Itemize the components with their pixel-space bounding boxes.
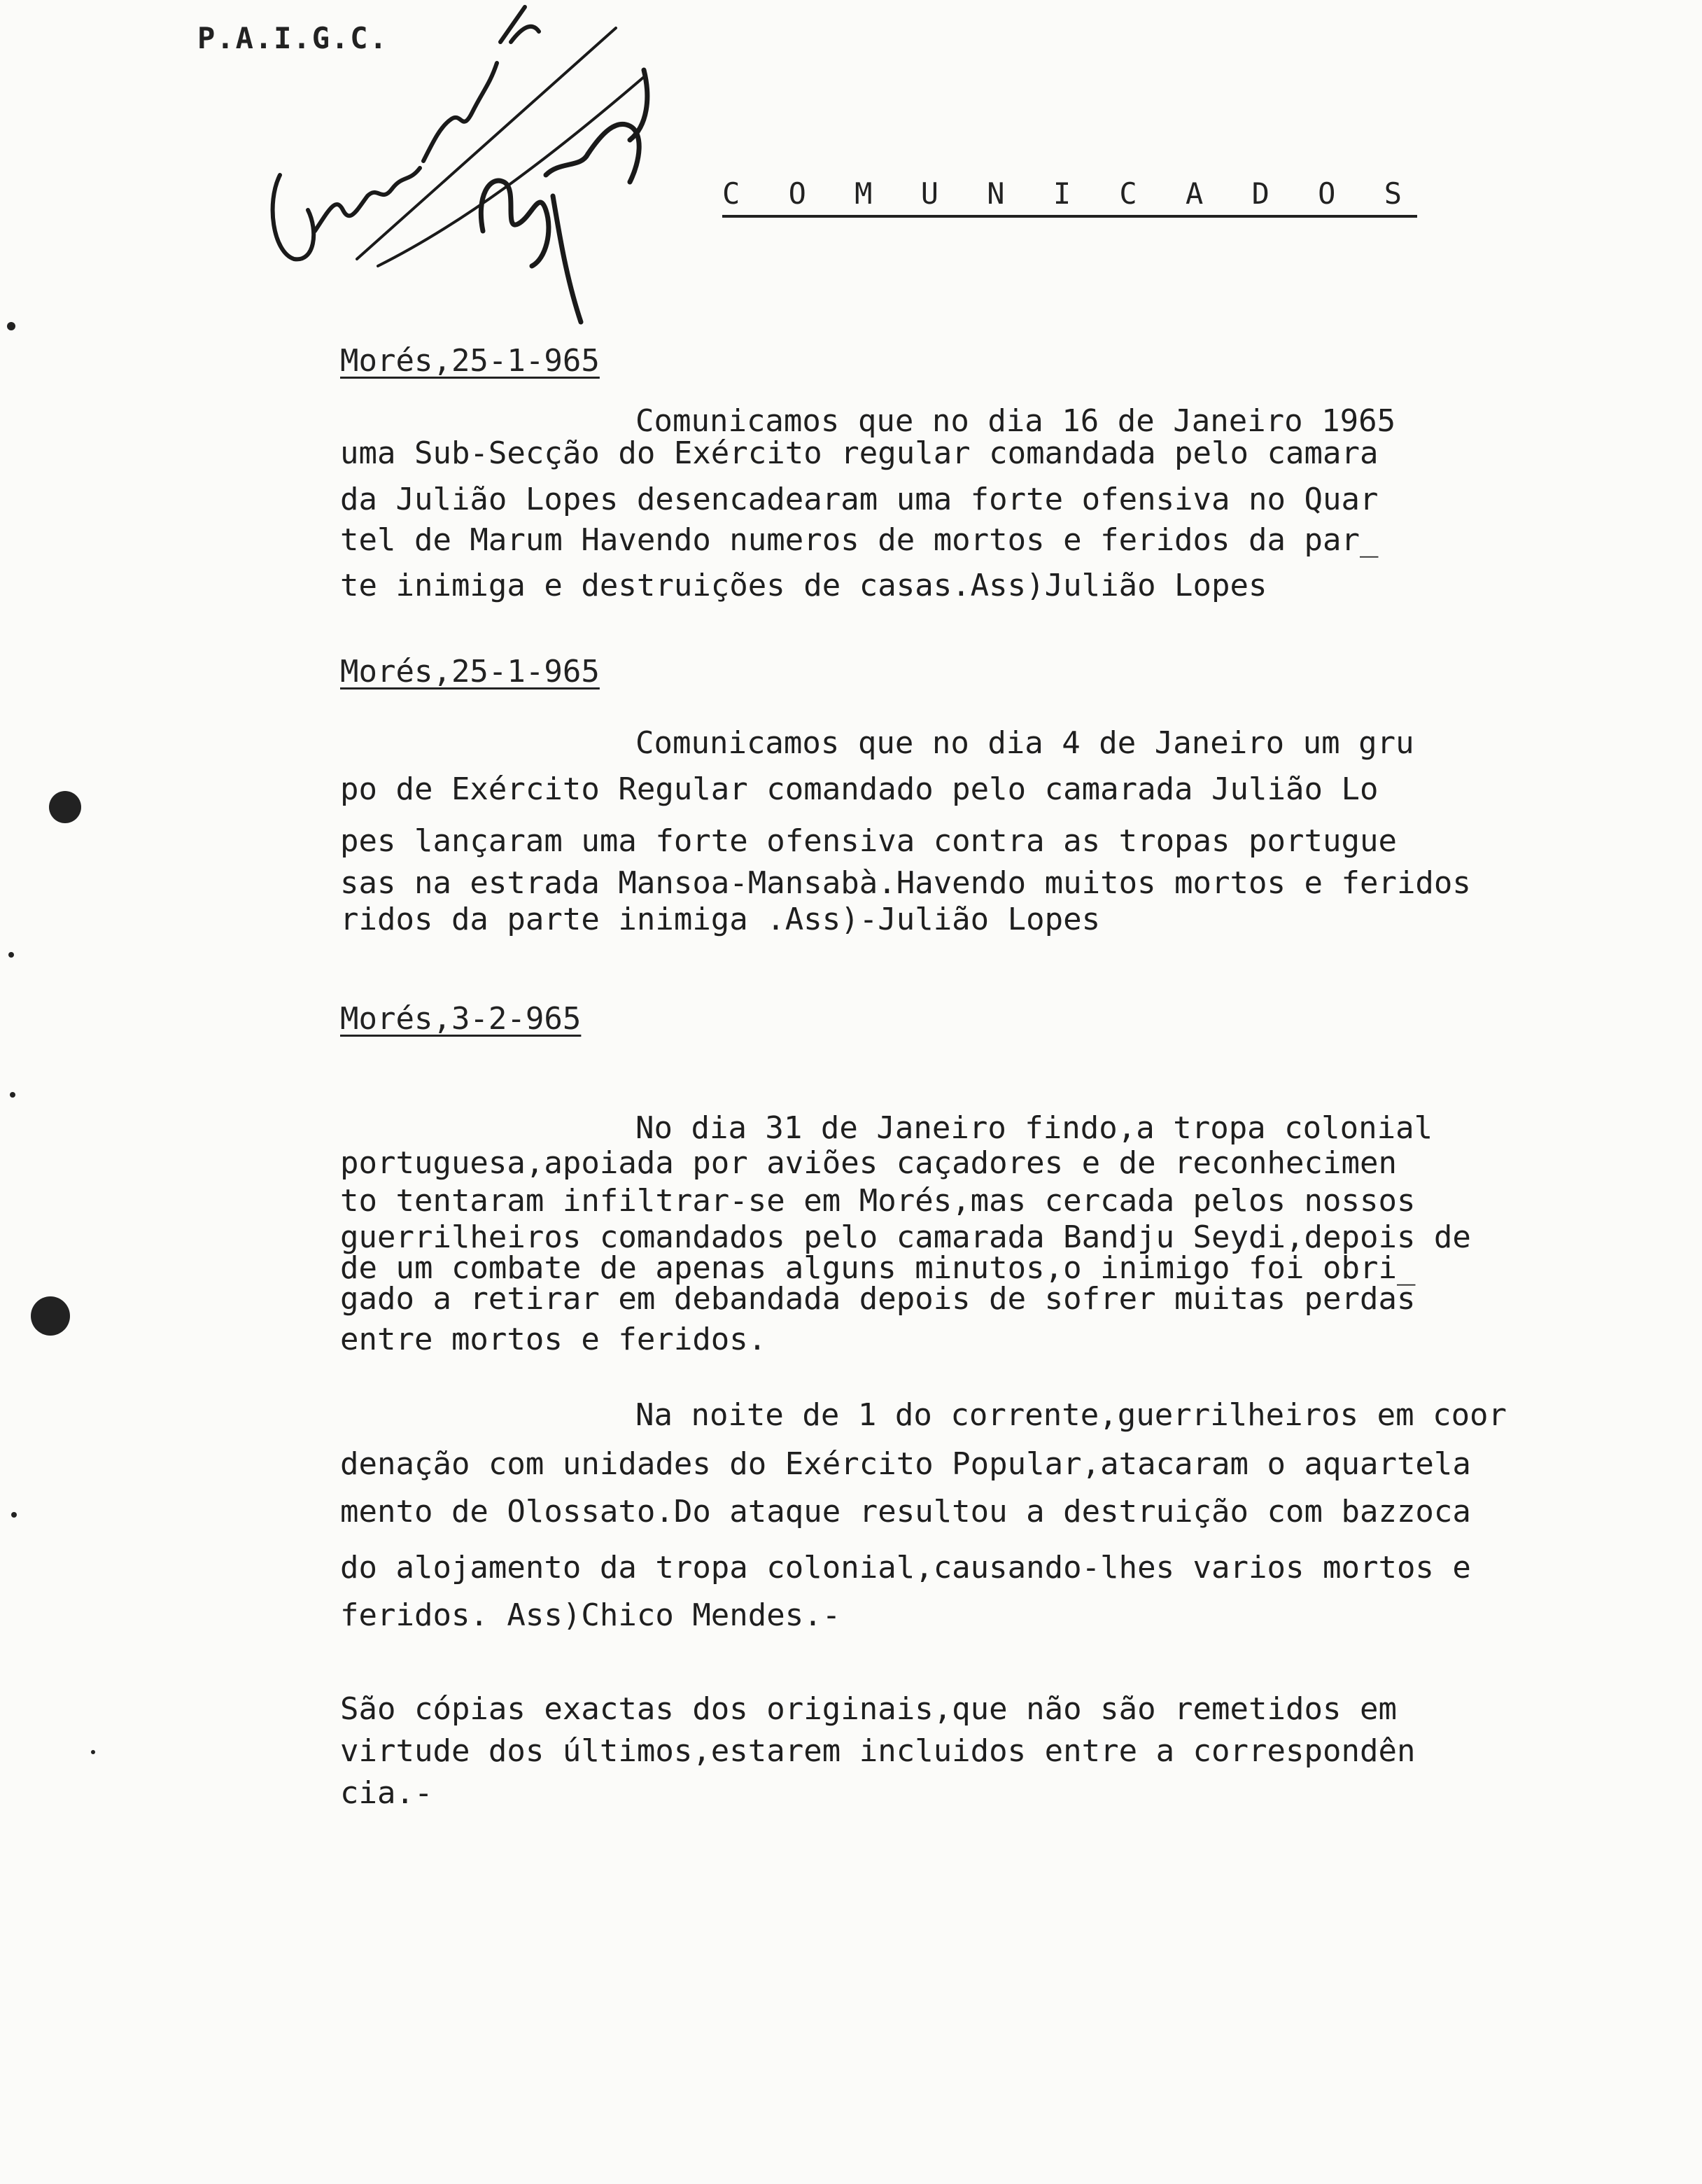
- entry-2-line: pes lançaram uma forte ofensiva contra as tropas portugue: [340, 823, 1397, 859]
- entry-2-line: po de Exército Regular comandado pelo camarada Julião Lo: [340, 771, 1379, 807]
- document-title: C O M U N I C A D O S: [722, 176, 1417, 218]
- scan-mark: [11, 1512, 17, 1518]
- entry-3-line: entre mortos e feridos.: [340, 1322, 767, 1357]
- entry-1-line: tel de Marum Havendo numeros de mortos e feridos da par_: [340, 522, 1379, 558]
- closing-line: São cópias exactas dos originais,que não são remetidos em: [340, 1691, 1397, 1727]
- scan-mark: [7, 322, 15, 330]
- entry-3-line: No dia 31 de Janeiro findo,a tropa colonial: [635, 1110, 1433, 1146]
- entry-1-line: uma Sub-Secção do Exército regular comandada pelo camara: [340, 435, 1379, 471]
- closing-line: cia.-: [340, 1775, 433, 1811]
- entry-3-date: Morés,3-2-965: [340, 1001, 582, 1037]
- scan-mark: [49, 791, 81, 823]
- entry-3b-line: do alojamento da tropa colonial,causando-lhes varios mortos e: [340, 1550, 1471, 1586]
- entry-3b-line: feridos. Ass)Chico Mendes.-: [340, 1597, 841, 1633]
- entry-3b-line: Na noite de 1 do corrente,guerrilheiros em coor: [635, 1397, 1507, 1433]
- entry-1-line: Comunicamos que no dia 16 de Janeiro 1965: [635, 403, 1396, 439]
- scan-mark: [91, 1750, 95, 1754]
- entry-2-date: Morés,25-1-965: [340, 654, 600, 690]
- entry-3-line: gado a retirar em debandada depois de sofrer muitas perdas: [340, 1281, 1416, 1317]
- entry-1-line: da Julião Lopes desencadearam uma forte ofensiva no Quar: [340, 482, 1379, 517]
- entry-3-line: to tentaram infiltrar-se em Morés,mas cercada pelos nossos: [340, 1183, 1416, 1219]
- entry-2-line: Comunicamos que no dia 4 de Janeiro um gru: [635, 725, 1414, 761]
- scan-mark: [31, 1296, 70, 1336]
- organization-header: P.A.I.G.C.: [197, 21, 388, 55]
- handwritten-signature: [252, 0, 686, 364]
- scan-mark: [8, 952, 14, 958]
- entry-2-line: ridos da parte inimiga .Ass)-Julião Lopes: [340, 902, 1101, 937]
- entry-1-date: Morés,25-1-965: [340, 343, 600, 379]
- entry-1-line: te inimiga e destruições de casas.Ass)Julião Lopes: [340, 568, 1267, 603]
- closing-line: virtude dos últimos,estarem incluidos entre a correspondên: [340, 1733, 1416, 1769]
- entry-3b-line: denação com unidades do Exército Popular,atacaram o aquartela: [340, 1446, 1471, 1482]
- scan-mark: [10, 1092, 15, 1098]
- entry-2-line: sas na estrada Mansoa-Mansabà.Havendo muitos mortos e feridos: [340, 865, 1471, 901]
- entry-3b-line: mento de Olossato.Do ataque resultou a destruição com bazzoca: [340, 1494, 1471, 1530]
- entry-3-line: de um combate de apenas alguns minutos,o inimigo foi obri_: [340, 1250, 1416, 1286]
- entry-3-line: portuguesa,apoiada por aviões caçadores e de reconhecimen: [340, 1145, 1397, 1181]
- entry-3-line: guerrilheiros comandados pelo camarada Bandju Seydi,depois de: [340, 1219, 1471, 1255]
